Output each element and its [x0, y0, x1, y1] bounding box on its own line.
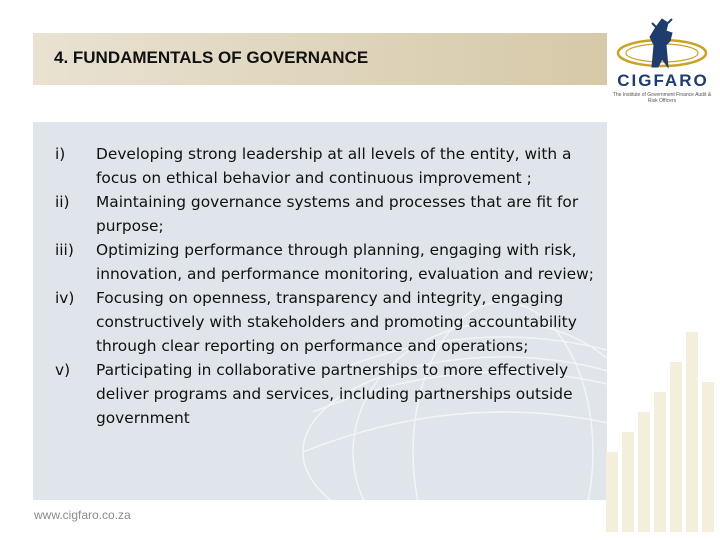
item-numeral: iv)	[55, 289, 75, 307]
item-text: Optimizing performance through planning, engaging with risk, innovation, and performance monitoring, evaluation and review;	[96, 241, 594, 283]
item-text: Participating in collaborative partnerships to more effectively deliver programs and services, including partnerships outside government	[96, 361, 573, 427]
list-item	[33, 286, 607, 358]
bar-decoration	[606, 322, 718, 532]
item-numeral: iii)	[55, 241, 74, 259]
cigfaro-logo	[612, 15, 712, 104]
list-item	[33, 238, 607, 286]
website-link[interactable]: www.cigfaro.co.za	[34, 508, 131, 522]
item-numeral: v)	[55, 361, 71, 379]
item-numeral: ii)	[55, 193, 70, 211]
list-item	[33, 142, 607, 190]
logo-tagline: The Institute of Government Finance Audit & Risk Officers	[612, 92, 712, 104]
item-text: Developing strong leadership at all levels of the entity, with a focus on ethical behavior and continuous improvement ;	[96, 145, 572, 187]
list-item	[33, 358, 607, 430]
content-box	[33, 122, 607, 500]
slide-title: 4. FUNDAMENTALS OF GOVERNANCE	[54, 48, 369, 67]
list-item	[33, 190, 607, 238]
item-numeral: i)	[55, 145, 66, 163]
title-bar	[33, 33, 607, 85]
item-text: Focusing on openness, transparency and integrity, engaging constructively with stakeholders and promoting accountability through clear reporting on performance and operations;	[96, 289, 577, 355]
item-text: Maintaining governance systems and processes that are fit for purpose;	[96, 193, 579, 235]
governance-list	[33, 142, 607, 430]
lion-emblem-icon	[612, 15, 712, 73]
logo-name: CIGFARO	[617, 71, 709, 90]
